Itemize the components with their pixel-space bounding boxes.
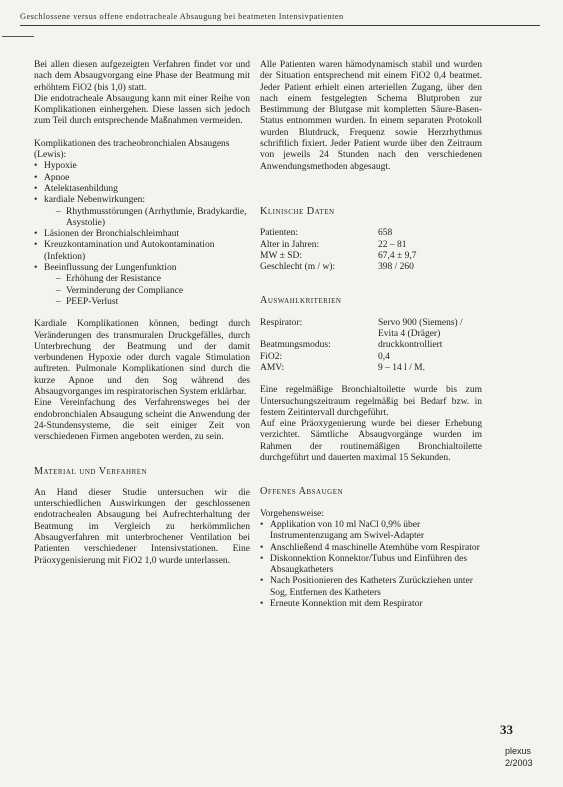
journal-issue: 2/2003 [505,758,533,768]
list-item: • Läsionen der Bronchialschleimhaut [34,229,250,240]
selection-heading: Auswahlkriterien [260,295,342,307]
intro-paragraph-2: Die endotracheale Absaugung kann mit einer Reihe von Komplikationen einhergehen. Diese lassen sich jedoch zum Teil durch entsprechende Maßnahmen vermeiden. [34,93,250,127]
table-row: AMV: 9 – 14 l / M. [260,362,425,373]
methods-paragraph: An Hand dieser Studie untersuchen wir die unterschiedlichen Auswirkungen der geschlossenen endotrachealen Absaugung bei Aufrechterhaltung der Beatmung im Vergleich zu herkömmlichen Absaugverfahren mit unterbrochener Ventilation bei Patienten verschiedener Intensivstationen. Eine Präoxygenisierung mit FiO2 1,0 wurde unterlassen. [34,487,250,566]
closing-paragraph: Eine Vereinfachung des Verfahrensweges bei der endobronchialen Absaugung scheint die Anwendung der 24-Stundensysteme, die seit einiger Zeit von verschiedenen Firmen angeboten werden, zu sein. [34,398,250,443]
clinical-data-table [260,228,482,273]
list-item: • Kreuzkontamination und Autokontamination (Infektion) [34,240,250,263]
sublist-item: – PEEP-Verlust [56,297,250,308]
list-item: • Applikation von 10 ml NaCl 0,9% über Instrumentenzugang am Swivel-Adapter [260,520,482,543]
complications-list [34,161,250,308]
list-item: • Atelektasenbildung [34,184,250,195]
list-item: • Apnoe [34,173,250,184]
open-suction-steps [260,520,482,610]
cardiac-paragraph: Kardiale Komplikationen können, bedingt durch Veränderungen des transmuralen Druckgefälles, durch Unterbrechung der Beatmung und der damit verbundenen Hypoxie oder durch vagale Stimulation auftreten. Pulmonale Komplikationen sind durch die kurze Apnoe und den Sog während des Absaugvorganges im respiratorischen System erklärbar. [34,319,250,398]
table-row: Geschlecht (m / w): 398 / 260 [260,262,414,273]
right-column [260,60,482,610]
table-row: Beatmungsmodus: druckkontrolliert [260,340,443,351]
left-column [34,60,250,567]
selection-paragraph-1: Eine regelmäßige Bronchialtoilette wurde bis zum Untersuchungszeitraum regelmäßig bei Bedarf bzw. in festem Zeitintervall durchgeführt. [260,385,482,418]
table-row: Alter in Jahren: 22 – 81 [260,239,407,250]
clinical-data-heading: Klinische Daten [260,205,335,217]
sublist-item: – Rhythmusstörungen (Arrhythmie, Bradykardie, Asystolie) [56,207,250,230]
sublist [44,207,250,230]
list-item: • Hypoxie [34,161,250,172]
complications-intro: Komplikationen des tracheobronchialen Absaugens (Lewis): [34,138,230,161]
sublist-item: – Erhöhung der Resistance [56,274,250,285]
list-item: • kardiale Nebenwirkungen: – Rhythmusstörungen (Arrhythmie, Bradykardie, Asystolie) [34,195,250,229]
open-suction-heading: Offenes Absaugen [260,486,344,498]
page-number: 33 [500,722,513,737]
list-item: • Beeinflussung der Lungenfunktion – Erhöhung der Resistance – Verminderung der Compliance – PEEP-Verlust [34,263,250,308]
journal-name: plexus [505,746,532,756]
sublist [44,274,250,308]
open-suction-intro: Vorgehensweise: [260,508,325,519]
table-row: Patienten: 658 [260,228,393,239]
selection-table [260,318,482,374]
table-row: FiO2: 0,4 [260,351,390,362]
methods-heading: Material und Verfahren [34,465,148,477]
patients-paragraph: Alle Patienten waren hämodynamisch stabil und wurden der Situation entsprechend mit einem FiO2 0,4 beatmet. Jeder Patient erhielt einen arteriellen Zugang, über den nach einem festgelegten Schema Blutproben zur Bestimmung der Blutgase mit kompletten Säure-Basen-Status entnommen wurden. In einem separaten Protokoll wurden Blutdruck, Frequenz sowie Herzrhythmus schriftlich fixiert. Jeder Patient wurde über den Zeitraum von jeweils 24 Stunden nach den verschiedenen Anwendungsmethoden abgesaugt. [260,60,482,172]
sublist-item: – Verminderung der Compliance [56,286,250,297]
running-header: Geschlossene versus offene endotracheale Absaugung bei beatmeten Intensivpatienten [20,12,344,21]
list-item: • Anschließend 4 maschinelle Atemhübe vom Respirator [260,543,482,554]
intro-paragraph: Bei allen diesen aufgezeigten Verfahren findet vor und nach dem Absaugvorgang eine Phase der Beatmung mit erhöhtem FiO2 (bis 1,0) statt. [34,60,250,93]
list-item: • Erneute Konnektion mit dem Respirator [260,599,482,610]
table-row: Respirator: Servo 900 (Siemens) / Evita 4 (Dräger) [260,317,463,340]
table-row: MW ± SD: 67,4 ± 9,7 [260,250,417,261]
list-item: • Diskonnektion Konnektor/Tubus und Einführen des Absaugkatheters [260,554,482,577]
list-item: • Nach Positionieren des Katheters Zurückziehen unter Sog, Entfernen des Katheters [260,576,482,599]
header-rule [20,25,540,26]
selection-paragraph-2: Auf eine Präoxygenierung wurde bei dieser Erhebung verzichtet. Sämtliche Absaugvorgänge wurden im Rahmen der routinemäßigen Bronchialtoilette durchgeführt und dauerten maximal 15 Sekunden. [260,419,482,464]
header-margin-mark [2,36,34,37]
